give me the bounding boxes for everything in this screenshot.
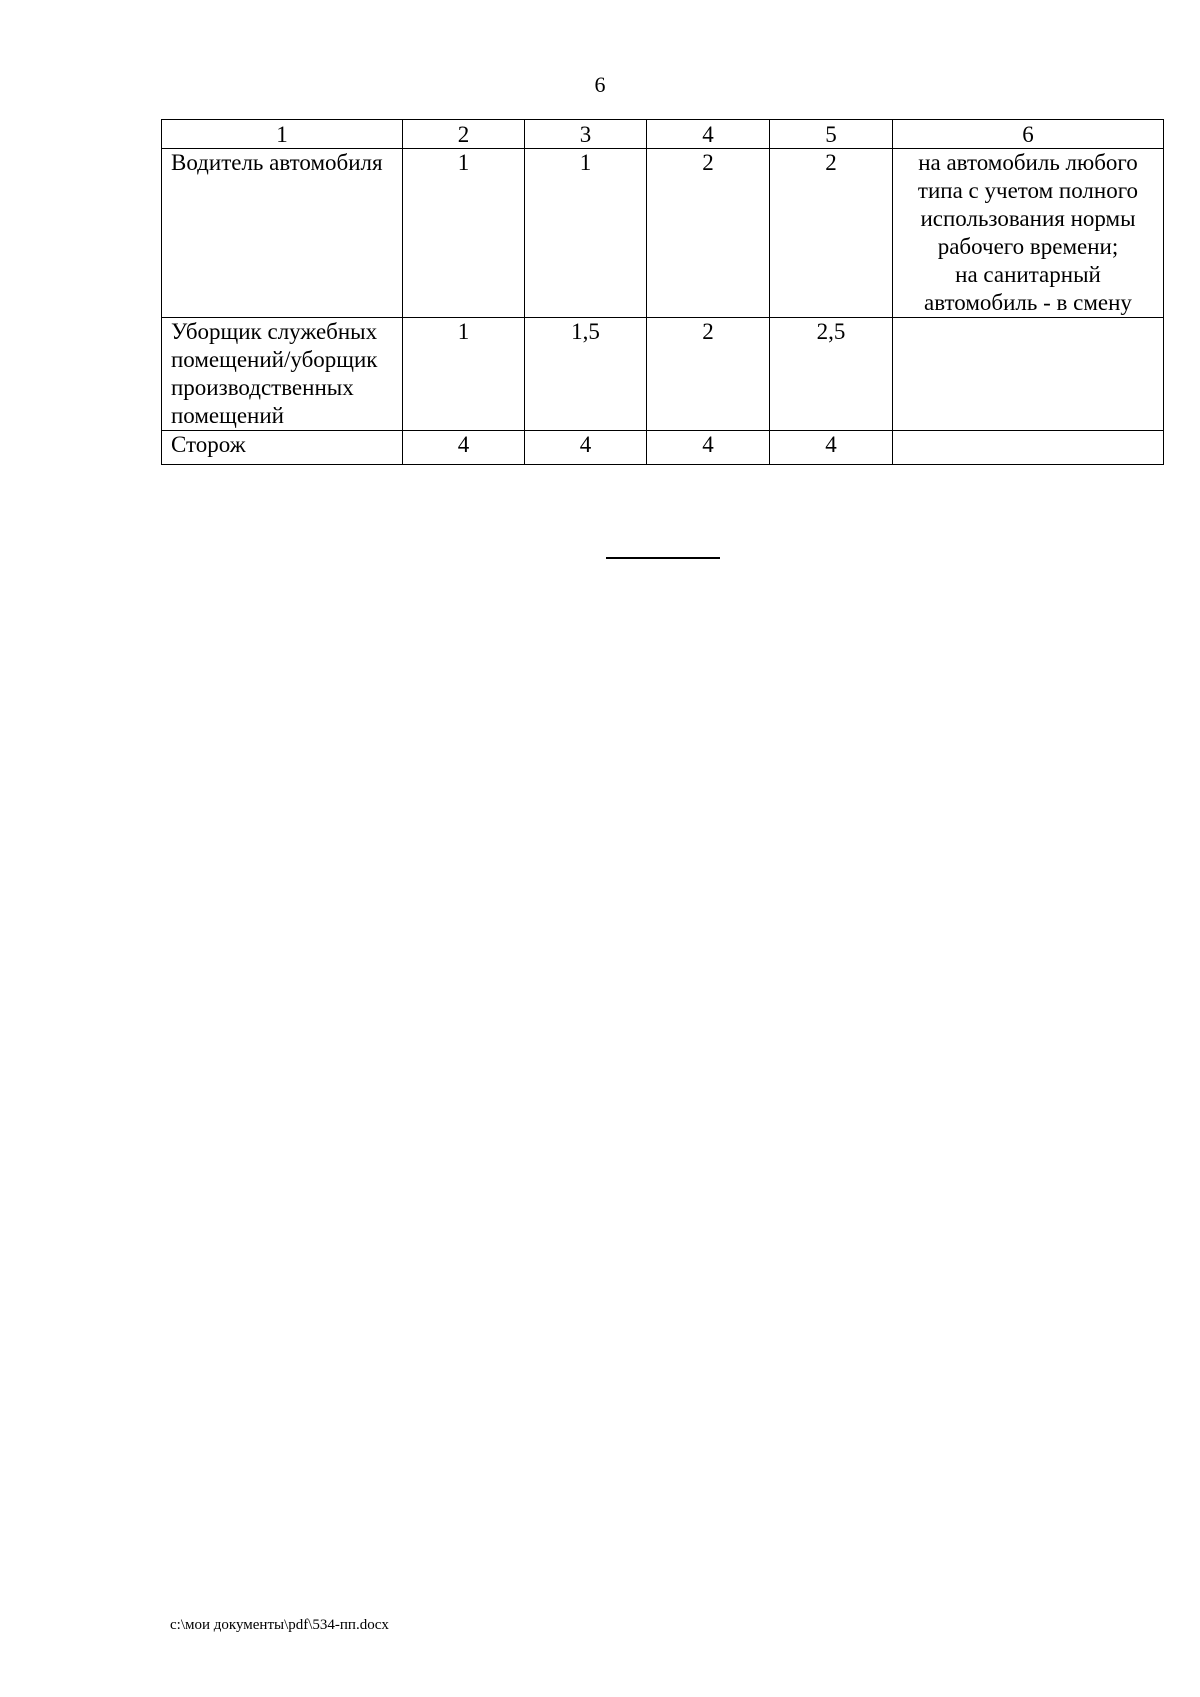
staff-value: 4 [403, 431, 525, 465]
position-name: Сторож [162, 431, 403, 465]
name-line: помещений/уборщик [171, 347, 378, 372]
column-number-1: 1 [162, 120, 403, 149]
table-row [162, 149, 1164, 318]
column-number-4: 4 [647, 120, 770, 149]
note-line: рабочего времени; [937, 234, 1119, 259]
position-note [893, 149, 1164, 318]
column-number-5: 5 [770, 120, 893, 149]
staff-value: 1,5 [525, 318, 647, 431]
end-of-document-rule [606, 557, 720, 559]
position-name [162, 318, 403, 431]
staff-value: 4 [525, 431, 647, 465]
staff-value: 2 [647, 149, 770, 318]
note-line: типа с учетом полного [917, 178, 1139, 203]
note-line: автомобиль - в смену [924, 290, 1132, 315]
column-number-2: 2 [403, 120, 525, 149]
staff-norms-table [161, 119, 1164, 465]
column-number-6: 6 [893, 120, 1164, 149]
position-note [893, 318, 1164, 431]
staff-value: 2,5 [770, 318, 893, 431]
table-header-row [162, 120, 1164, 149]
staff-value: 2 [647, 318, 770, 431]
table-row [162, 318, 1164, 431]
staff-value: 4 [647, 431, 770, 465]
staff-value: 1 [403, 318, 525, 431]
table-row [162, 431, 1164, 465]
note-line: на санитарный [955, 262, 1101, 287]
staff-value: 2 [770, 149, 893, 318]
name-line: помещений [171, 403, 284, 428]
note-line: использования нормы [920, 206, 1136, 231]
name-line: производственных [171, 375, 354, 400]
staff-value: 1 [525, 149, 647, 318]
staff-value: 1 [403, 149, 525, 318]
position-note [893, 431, 1164, 465]
page-number: 6 [594, 72, 606, 97]
name-line: Уборщик служебных [171, 319, 378, 344]
column-number-3: 3 [525, 120, 647, 149]
position-name: Водитель автомобиля [162, 149, 403, 318]
footer-file-path: c:\мои документы\pdf\534-пп.docx [170, 1617, 389, 1633]
staff-value: 4 [770, 431, 893, 465]
note-line: на автомобиль любого [918, 150, 1138, 175]
